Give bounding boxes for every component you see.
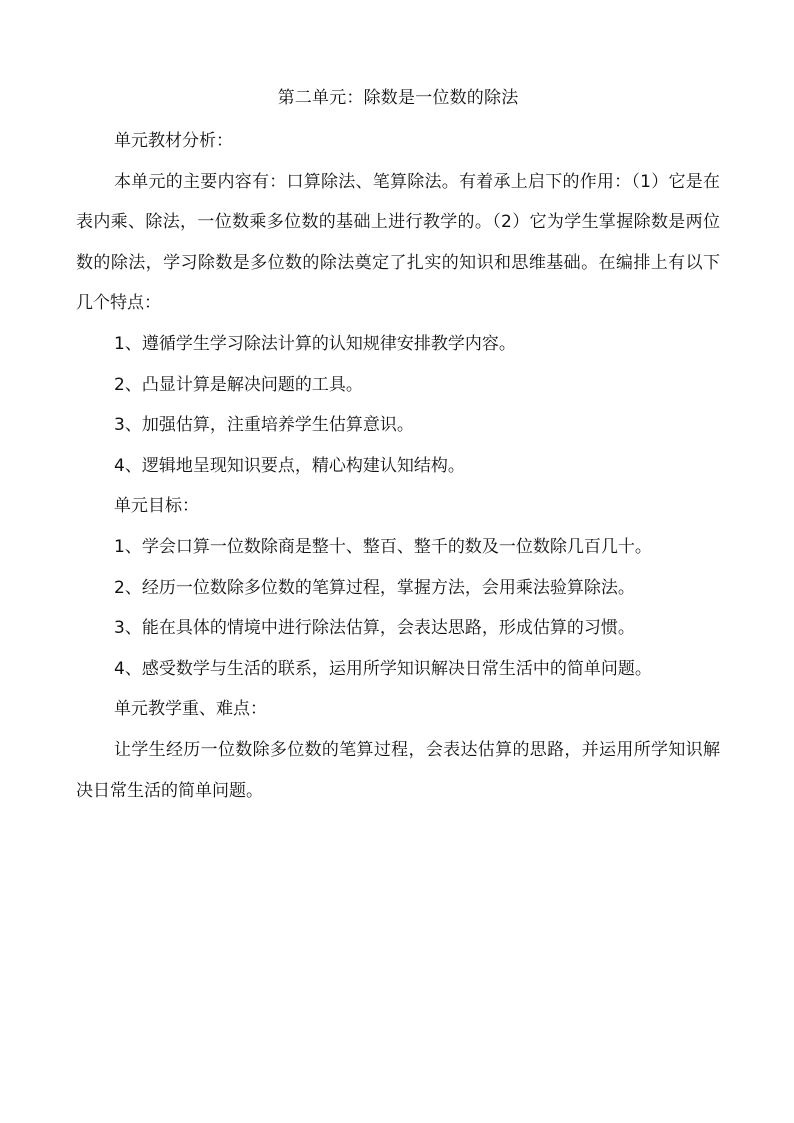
goals-heading: 单元目标： [114,496,199,517]
page-title: 第二单元：除数是一位数的除法 [277,88,519,108]
goal-item-4: 4、感受数学与生活的联系，运用所学知识解决日常生活中的简单问题。 [114,658,652,679]
analysis-paragraph: 本单元的主要内容有：口算除法、笔算除法。有着承上启下的作用：（1）它是在表内乘、除法，一位数乘多位数的基础上进行教学的。（2）它为学生掌握除数是两位数的除法，学习除数是多位数的除法奠定了扎实的知识和思维基础。在编排上有以下几个特点： [76,171,720,314]
goal-item-1: 1、学会口算一位数除商是整十、整百、整千的数及一位数除几百几十。 [114,536,652,557]
feature-item-3: 3、加强估算，注重培养学生估算意识。 [114,415,414,436]
goal-item-3: 3、能在具体的情境中进行除法估算，会表达思路，形成估算的习惯。 [114,618,635,639]
feature-item-2: 2、凸显计算是解决问题的工具。 [114,374,363,395]
document-content [76,86,720,811]
goal-item-2: 2、经历一位数除多位数的笔算过程，掌握方法，会用乘法验算除法。 [114,577,635,598]
analysis-heading: 单元教材分析： [114,131,233,151]
feature-item-4: 4、逻辑地呈现知识要点，精心构建认知结构。 [114,455,465,476]
feature-item-1: 1、遵循学生学习除法计算的认知规律安排教学内容。 [114,333,516,354]
key-points-heading: 单元教学重、难点： [114,699,267,720]
key-points-paragraph: 让学生经历一位数除多位数的笔算过程，会表达估算的思路，并运用所学知识解决日常生活的简单问题。 [76,739,720,801]
